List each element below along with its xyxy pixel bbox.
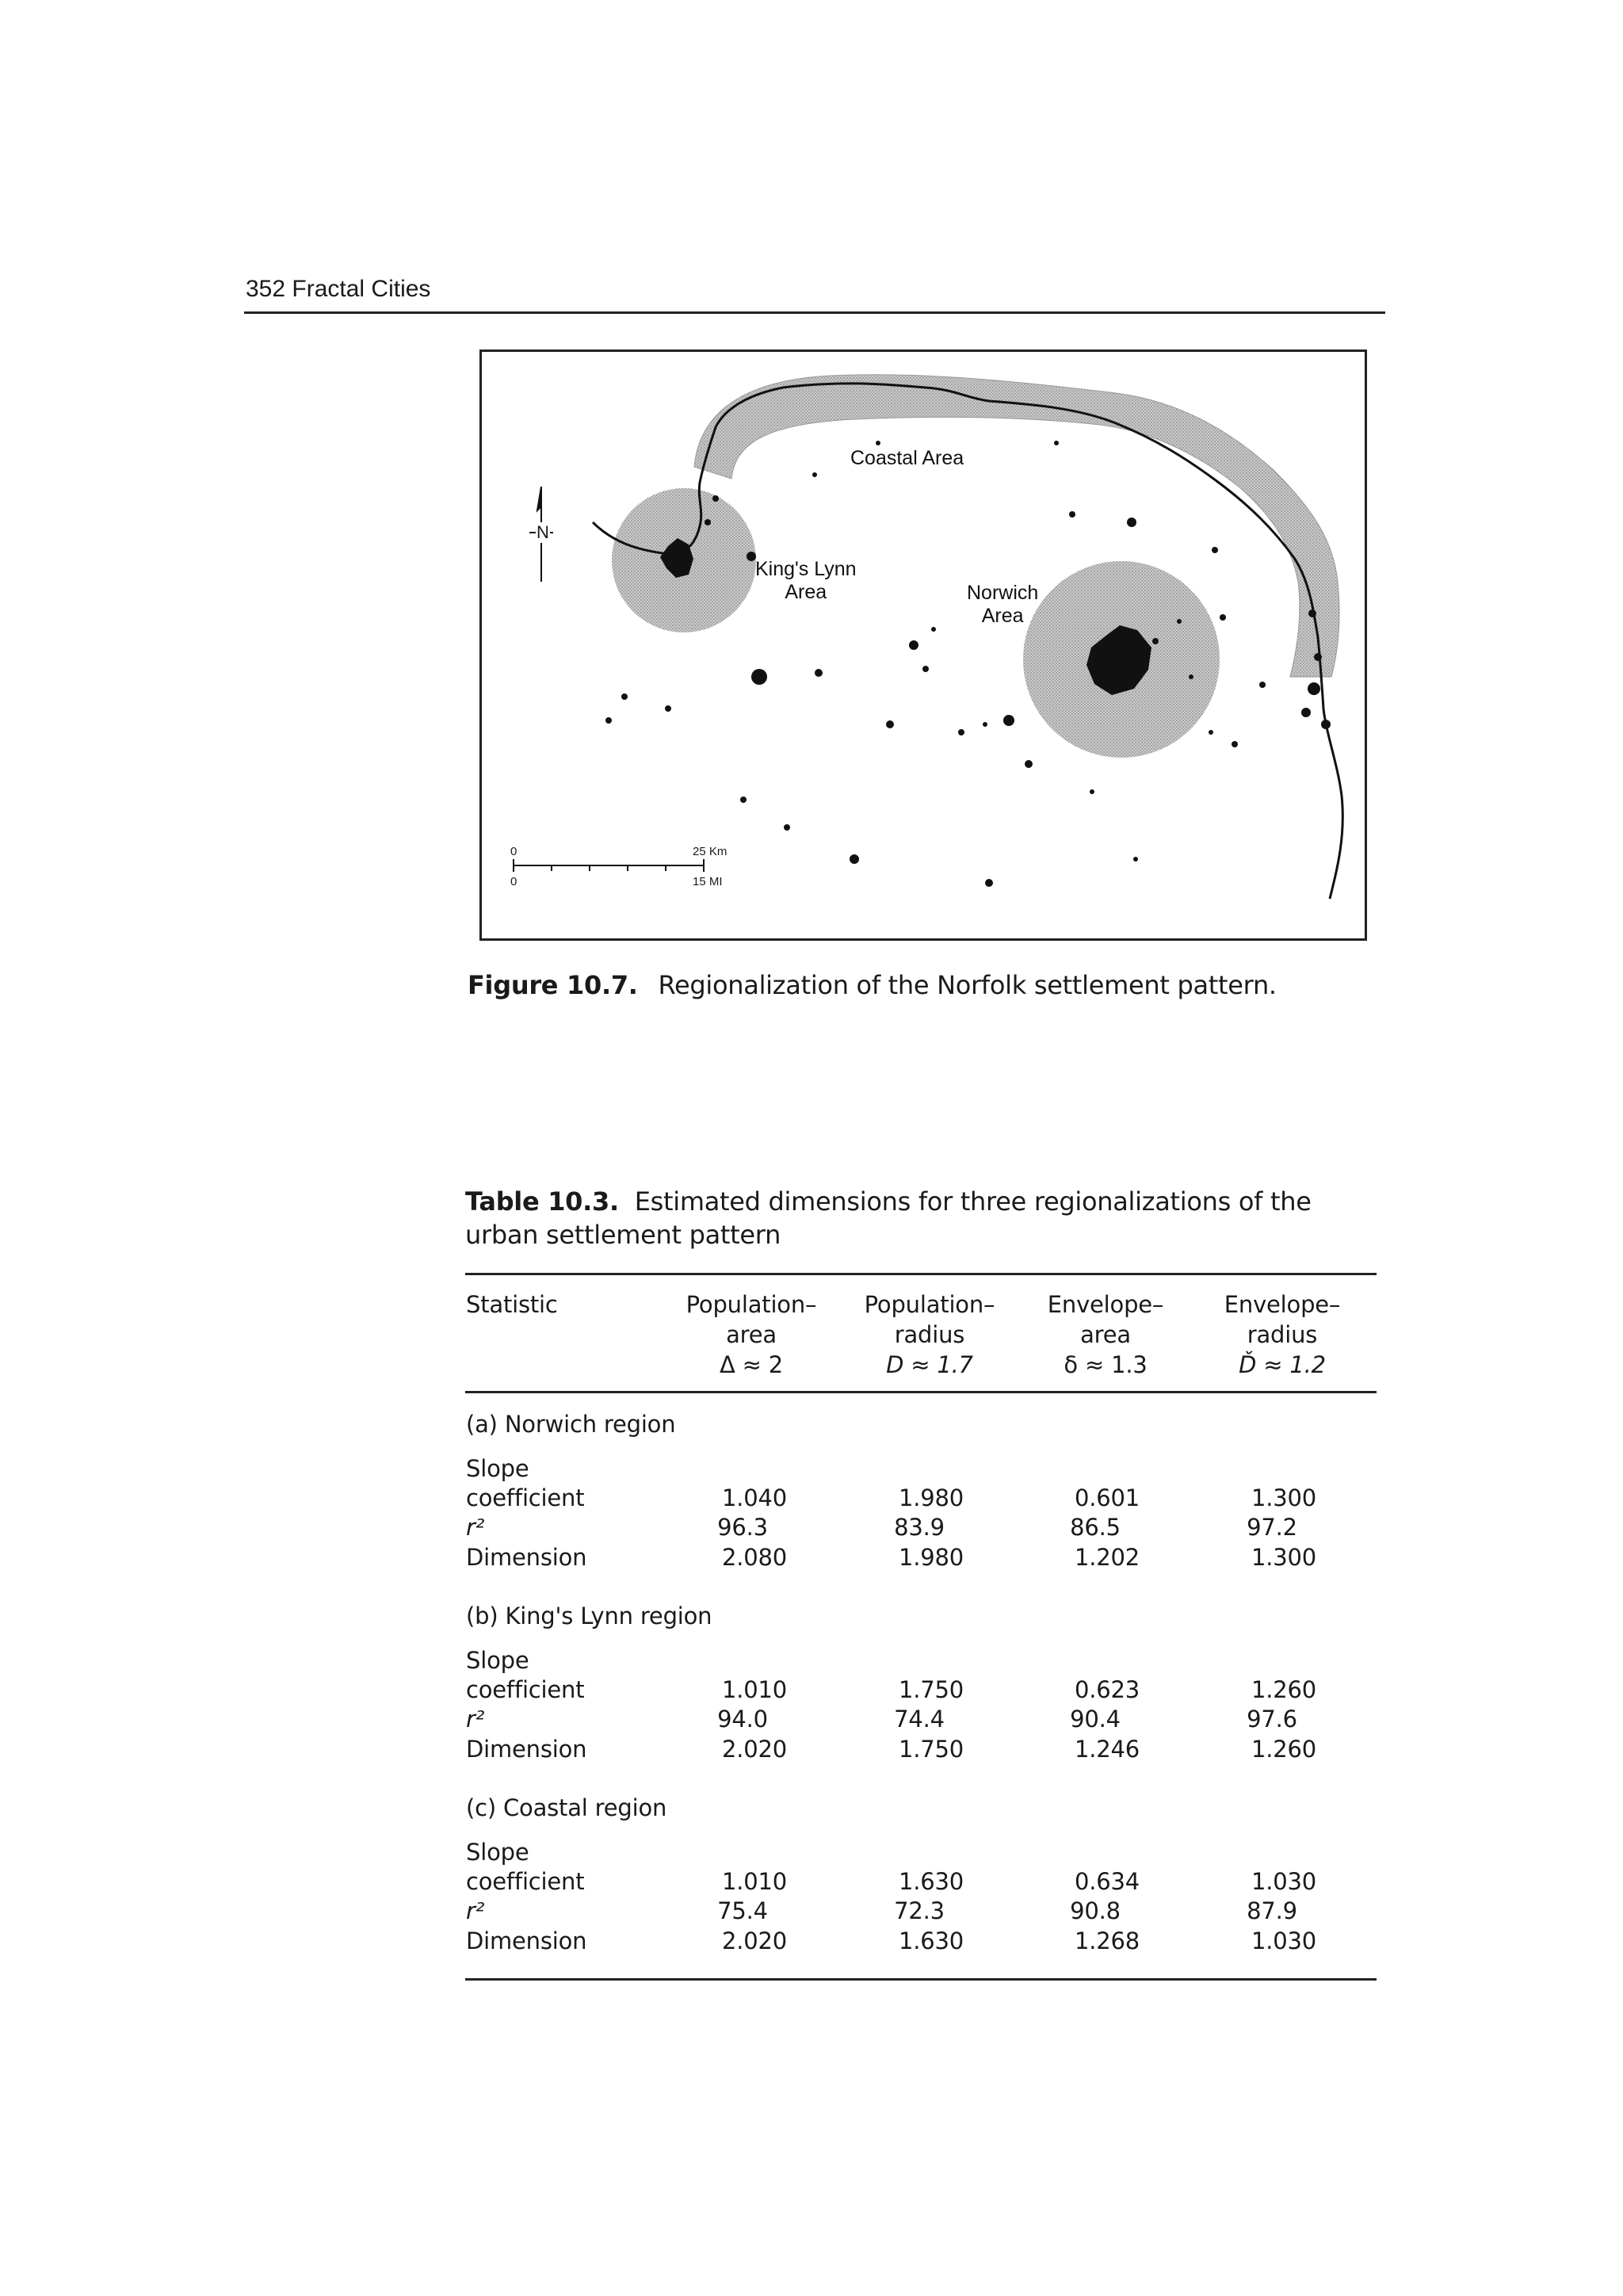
row-label-dimension: Dimension [466, 1736, 587, 1763]
col-header-line1: Envelope– [1224, 1291, 1341, 1318]
row-label-coefficient: coefficient [466, 1868, 585, 1895]
cell-coastal-slope-pop-area: 1.010 [721, 1868, 788, 1895]
cell-coastal-dim-pop-radius: 1.630 [898, 1927, 964, 1954]
cell-coastal-dim-env-area: 1.268 [1074, 1927, 1140, 1954]
table-title [465, 1185, 1384, 1251]
table-title-label: Table 10.3. [465, 1186, 619, 1217]
cell-norwich-dim-env-area: 1.202 [1074, 1544, 1140, 1571]
col-header-line2: radius [1247, 1321, 1318, 1348]
header-rule [244, 311, 1385, 314]
row-label-slope: Slope [466, 1839, 529, 1866]
cell-coastal-dim-pop-area: 2.020 [721, 1927, 788, 1954]
row-label-slope: Slope [466, 1455, 529, 1482]
cell-kings-lynn-slope-env-area: 0.623 [1074, 1676, 1140, 1703]
kings-lynn-label-line1: King's Lynn [755, 558, 857, 580]
cell-norwich-r2-env-area: 86.5 [1070, 1514, 1121, 1541]
col-header-envelope-area [1018, 1289, 1193, 1380]
kings-lynn-label-line2: Area [785, 581, 827, 603]
row-label-r2: r² [466, 1706, 485, 1733]
norwich-area-label [967, 582, 1038, 628]
cell-kings-lynn-dim-pop-radius: 1.750 [898, 1736, 964, 1763]
running-header: 352 Fractal Cities [246, 276, 431, 302]
cell-kings-lynn-slope-pop-radius: 1.750 [898, 1676, 964, 1703]
map-drawing [482, 352, 1369, 943]
col-header-line1: Population– [685, 1291, 817, 1318]
cell-norwich-slope-env-radius: 1.300 [1251, 1484, 1317, 1511]
col-header-line3: Δ ≈ 2 [719, 1351, 784, 1378]
cell-norwich-slope-pop-area: 1.040 [721, 1484, 788, 1511]
col-header-line1: Population– [864, 1291, 995, 1318]
cell-kings-lynn-r2-pop-radius: 74.4 [894, 1706, 945, 1733]
cell-coastal-r2-pop-radius: 72.3 [894, 1897, 945, 1924]
cell-kings-lynn-dim-env-radius: 1.260 [1251, 1736, 1317, 1763]
section-title-kings-lynn: (b) King's Lynn region [466, 1603, 712, 1629]
row-label-r2: r² [466, 1897, 485, 1924]
figure-caption-text: Regionalization of the Norfolk settlement pattern. [658, 970, 1277, 1000]
scale-bar [514, 859, 704, 872]
statistic-header: Statistic [466, 1291, 558, 1318]
norfolk-map-figure [479, 350, 1367, 941]
col-header-line2: area [1080, 1321, 1131, 1348]
cell-coastal-r2-env-area: 90.8 [1070, 1897, 1121, 1924]
col-header-population-radius [842, 1289, 1017, 1380]
cell-kings-lynn-dim-env-area: 1.246 [1074, 1736, 1140, 1763]
cell-norwich-r2-env-radius: 97.2 [1247, 1514, 1297, 1541]
row-label-coefficient: coefficient [466, 1484, 585, 1511]
cell-coastal-r2-pop-area: 75.4 [717, 1897, 768, 1924]
scale-km-label: 25 Km [693, 845, 727, 858]
cell-coastal-dim-env-radius: 1.030 [1251, 1927, 1317, 1954]
table-title-text: Estimated dimensions for three regionalizations of the urban settlement pattern [465, 1186, 1312, 1250]
cell-norwich-slope-pop-radius: 1.980 [898, 1484, 964, 1511]
row-label-dimension: Dimension [466, 1544, 587, 1571]
north-label: N [537, 522, 549, 542]
col-header-line1: Envelope– [1047, 1291, 1164, 1318]
scale-km-zero: 0 [510, 845, 517, 858]
row-label-slope: Slope [466, 1647, 529, 1674]
col-header-line3: Ď ≈ 1.2 [1239, 1351, 1326, 1378]
scale-mi-zero: 0 [510, 875, 517, 888]
table-bottom-rule [465, 1978, 1377, 1981]
col-header-envelope-radius [1195, 1289, 1369, 1380]
cell-norwich-dim-env-radius: 1.300 [1251, 1544, 1317, 1571]
cell-coastal-slope-env-area: 0.634 [1074, 1868, 1140, 1895]
row-label-coefficient: coefficient [466, 1676, 585, 1703]
cell-norwich-dim-pop-area: 2.080 [721, 1544, 788, 1571]
cell-norwich-slope-env-area: 0.601 [1074, 1484, 1140, 1511]
section-title-coastal: (c) Coastal region [466, 1794, 667, 1821]
cell-coastal-slope-pop-radius: 1.630 [898, 1868, 964, 1895]
norwich-label-line1: Norwich [967, 582, 1039, 604]
cell-kings-lynn-slope-pop-area: 1.010 [721, 1676, 788, 1703]
cell-norwich-r2-pop-area: 96.3 [717, 1514, 768, 1541]
figure-caption [468, 970, 1277, 1000]
col-header-line3: D ≈ 1.7 [886, 1351, 973, 1378]
coastal-area-label: Coastal Area [850, 447, 964, 469]
col-header-line2: radius [894, 1321, 965, 1348]
table-top-rule [465, 1273, 1377, 1275]
cell-kings-lynn-r2-env-area: 90.4 [1070, 1706, 1121, 1733]
table-header-rule [465, 1391, 1377, 1393]
cell-coastal-r2-env-radius: 87.9 [1247, 1897, 1297, 1924]
kings-lynn-area-label [755, 558, 857, 604]
cell-kings-lynn-dim-pop-area: 2.020 [721, 1736, 788, 1763]
coastal-area-band [694, 375, 1339, 677]
scale-mi-label: 15 MI [693, 875, 723, 888]
row-label-r2: r² [466, 1514, 485, 1541]
col-header-line2: area [726, 1321, 777, 1348]
cell-kings-lynn-r2-env-radius: 97.6 [1247, 1706, 1297, 1733]
figure-caption-label: Figure 10.7. [468, 970, 638, 1000]
col-header-line3: δ ≈ 1.3 [1064, 1351, 1148, 1378]
row-label-dimension: Dimension [466, 1927, 587, 1954]
section-title-norwich: (a) Norwich region [466, 1411, 676, 1438]
cell-kings-lynn-r2-pop-area: 94.0 [717, 1706, 768, 1733]
cell-norwich-dim-pop-radius: 1.980 [898, 1544, 964, 1571]
cell-kings-lynn-slope-env-radius: 1.260 [1251, 1676, 1317, 1703]
cell-coastal-slope-env-radius: 1.030 [1251, 1868, 1317, 1895]
cell-norwich-r2-pop-radius: 83.9 [894, 1514, 945, 1541]
norwich-label-line2: Area [981, 605, 1024, 627]
col-header-population-area [664, 1289, 838, 1380]
